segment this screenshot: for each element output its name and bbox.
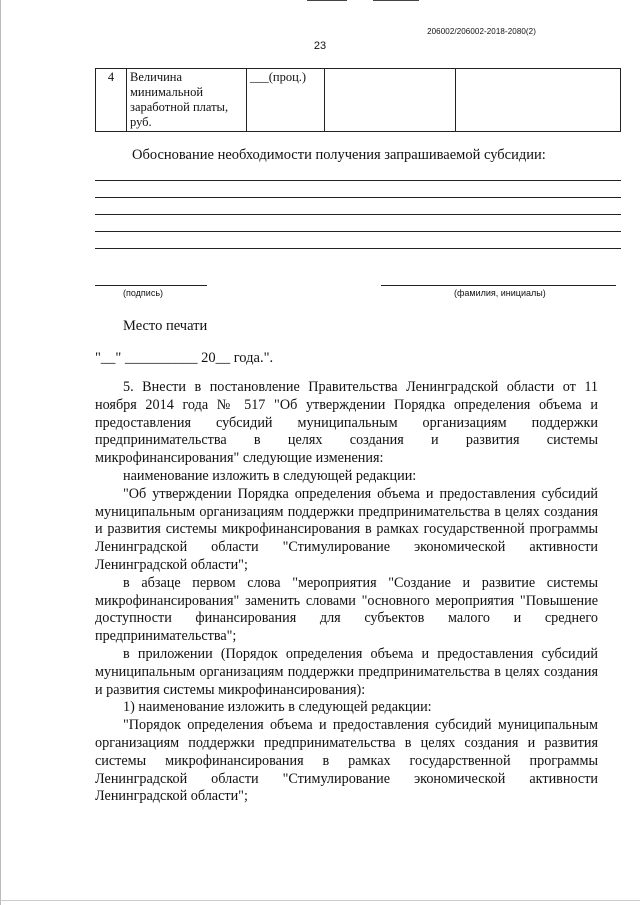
name-initials-label: (фамилия, инициалы) (454, 288, 546, 298)
fill-line (95, 248, 621, 249)
signature-line (95, 285, 207, 286)
date-line: "__" __________ 20__ года.". (95, 350, 274, 366)
scan-edge-line (0, 0, 1, 905)
scan-bottom-edge (0, 900, 640, 901)
top-rule-left (307, 0, 347, 1)
name-line (381, 285, 616, 286)
paragraph-new-title: "Об утверждении Порядка определения объема и предоставления субсидий муниципальным организациям поддержки предпринимательства в целях создания и развития системы микрофинансирования в рамках государственной программы Ленинградской области "Стимулирование экономической активности Ленинградской области"; (95, 485, 598, 573)
table-cell-number: 4 (96, 69, 127, 132)
fill-line (95, 214, 621, 215)
top-rule-right (373, 0, 419, 1)
table-cell-value-1 (325, 69, 456, 132)
table-cell-value-2 (456, 69, 621, 132)
fill-line (95, 180, 621, 181)
paragraph-item-5: 5. Внести в постановление Правительства Ленинградской области от 11 ноября 2014 года № 517 "Об утверждении Порядка определения объема и предоставления субсидий муниципальным организациям поддержки предпринимательства в целях создания и развития системы микрофинансирования" следующие изменения: (95, 379, 598, 467)
page-number: 23 (313, 40, 327, 52)
justification-heading: Обоснование необходимости получения запрашиваемой субсидии: (132, 147, 546, 163)
signature-label: (подпись) (123, 288, 164, 298)
table-cell-indicator-name: Величина минимальной заработной платы, руб. (127, 69, 247, 132)
paragraph-subitem-1: 1) наименование изложить в следующей редакции: (123, 699, 432, 716)
paragraph-first-paragraph-change: в абзаце первом слова "мероприятия "Создание и развитие системы микрофинансирования" заменить словами "основного мероприятия "Повышение доступности финансирования для субъектов малого и среднего предпринимательства"; (95, 574, 598, 645)
fill-line (95, 231, 621, 232)
stamp-place-label: Место печати (123, 318, 208, 334)
paragraph-title-change: наименование изложить в следующей редакции: (123, 467, 417, 484)
document-number: 206002/206002-2018-2080(2) (427, 27, 536, 36)
amendment-text (95, 379, 598, 806)
table-cell-unit: ___(проц.) (247, 69, 325, 132)
paragraph-procedure-title: "Порядок определения объема и предоставления субсидий муниципальным организациям поддержки предпринимательства в целях создания и развития системы микрофинансирования в рамках государственной программы Ленинградской области "Стимулирование экономической активности Ленинградской области"; (95, 717, 598, 805)
indicator-table (95, 68, 621, 132)
table-row (96, 69, 621, 132)
fill-line (95, 197, 621, 198)
paragraph-annex-change: в приложении (Порядок определения объема и предоставления субсидий муниципальным организациям поддержки предпринимательства в целях создания и развития системы микрофинансирования): (95, 645, 598, 698)
